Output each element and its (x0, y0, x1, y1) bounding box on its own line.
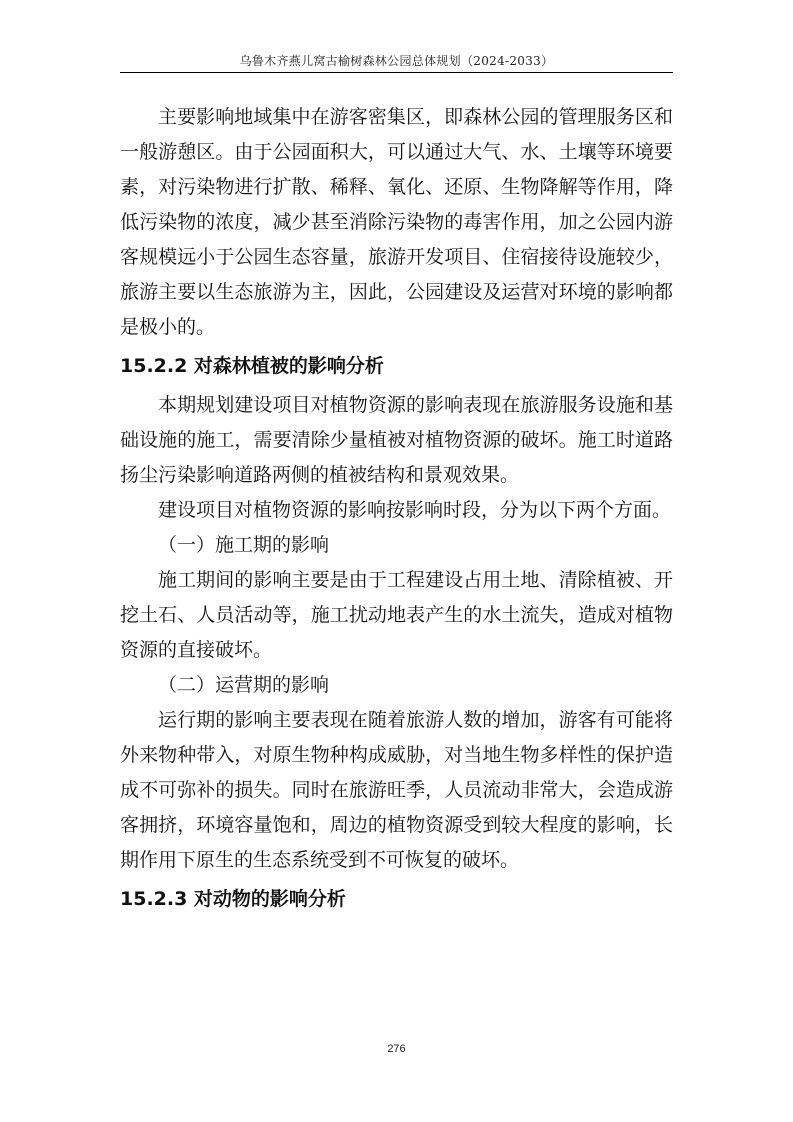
section-heading-15-2-3: 15.2.3 对动物的影响分析 (120, 888, 346, 910)
body-paragraph: 施工期间的影响主要是由于工程建设占用土地、清除植被、开挖土石、人员活动等，施工扰动地表产生的水土流失，造成对植物资源的直接破坏。 (120, 569, 673, 661)
section-heading-15-2-2: 15.2.2 对森林植被的影响分析 (120, 355, 384, 377)
running-header: 乌鲁木齐燕儿窝古榆树森林公园总体规划（2024-2033） (239, 54, 554, 68)
subheading-operation-period: （二）运营期的影响 (158, 674, 330, 696)
page-number: 276 (387, 1043, 406, 1055)
subheading-construction-period: （一）施工期的影响 (158, 534, 330, 556)
body-paragraph: 运行期的影响主要表现在随着旅游人数的增加，游客有可能将外来物种带入，对原生物种构成威胁，对当地生物多样性的保护造成不可弥补的损失。同时在旅游旺季，人员流动非常大，会造成游客拥挤，环境容量饱和，周边的植物资源受到较大程度的影响，长期作用下原生的生态系统受到不可恢复的破坏。 (120, 709, 673, 871)
header-divider (120, 72, 673, 73)
page-content (120, 100, 673, 921)
body-paragraph: 主要影响地域集中在游客密集区，即森林公园的管理服务区和一般游憩区。由于公园面积大，可以通过大气、水、土壤等环境要素，对污染物进行扩散、稀释、氧化、还原、生物降解等作用，降低污染物的浓度，减少甚至消除污染物的毒害作用，加之公园内游客规模远小于公园生态容量，旅游开发项目、住宿接待设施较少，旅游主要以生态旅游为主，因此，公园建设及运营对环境的影响都是极小的。 (120, 106, 673, 338)
body-paragraph: 建设项目对植物资源的影响按影响时段，分为以下两个方面。 (158, 499, 672, 521)
body-paragraph: 本期规划建设项目对植物资源的影响表现在旅游服务设施和基础设施的施工，需要清除少量植被对植物资源的破坏。施工时道路扬尘污染影响道路两侧的植被结构和景观效果。 (120, 394, 673, 486)
